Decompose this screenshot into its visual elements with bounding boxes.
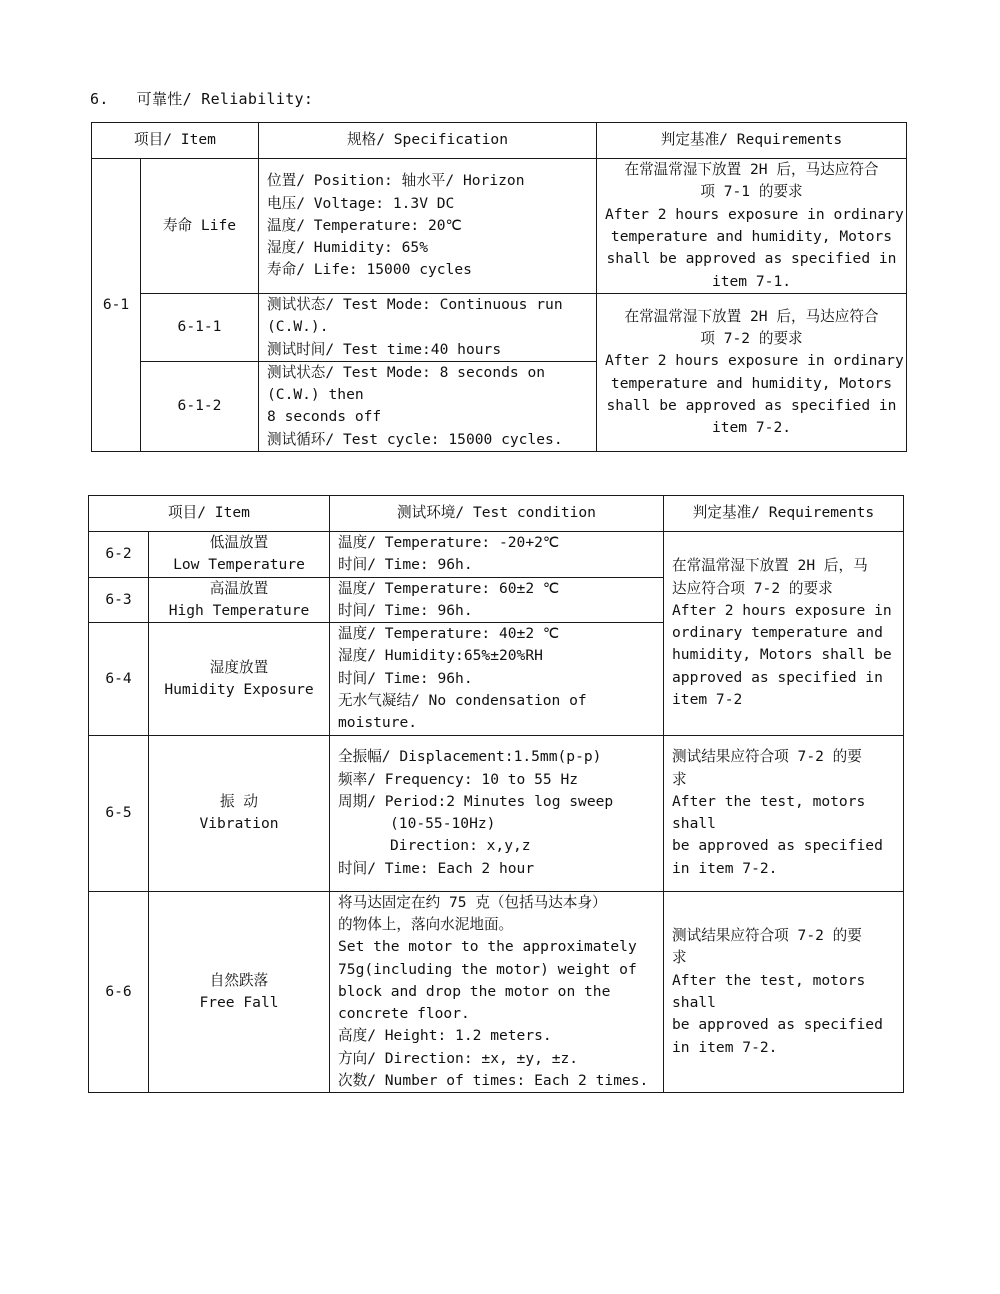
item-id: 6-1-1 [141, 294, 259, 362]
condition-line: Direction: x,y,z [390, 837, 531, 855]
item-name-cn: 湿度放置 [209, 658, 269, 676]
req-line: After 2 hours exposure in [672, 601, 892, 619]
item-name-en: Low Temperature [173, 556, 305, 574]
condition-line: 时间/ Time: 96h. [338, 556, 473, 574]
req-line: be approved as specified [672, 837, 883, 855]
item-name-en: Vibration [199, 815, 279, 833]
table-row [92, 159, 907, 294]
req-line: After 2 hours exposure in ordinary [605, 352, 904, 370]
section-title: 可靠性/ Reliability: [136, 90, 314, 108]
req-line: approved as specified in [672, 668, 883, 686]
req-line: After 2 hours exposure in ordinary [605, 205, 904, 223]
header-specification: 规格/ Specification [259, 123, 597, 159]
header-requirements: 判定基准/ Requirements [597, 123, 907, 159]
req-line: in item 7-2. [672, 859, 778, 877]
requirement-cell [664, 532, 904, 736]
condition-line: (10-55-10Hz) [390, 815, 496, 833]
requirement-cell [597, 159, 907, 294]
req-line: 达应符合项 7-2 的要求 [672, 579, 833, 597]
req-line: After the test, motors [672, 792, 866, 810]
condition-line: 周期/ Period:2 Minutes log sweep [338, 792, 614, 810]
header-item: 项目/ Item [92, 123, 259, 159]
req-line: temperature and humidity, Motors [610, 374, 893, 392]
spec-line: 湿度/ Humidity: 65% [267, 239, 428, 257]
condition-line: 方向/ Direction: ±x, ±y, ±z. [338, 1049, 579, 1067]
condition-line: Set the motor to the approximately [338, 938, 637, 956]
spec-line: 测试时间/ Test time:40 hours [267, 340, 502, 358]
section-heading [90, 88, 313, 109]
condition-line: concrete floor. [338, 1005, 470, 1023]
req-line: shall [672, 994, 716, 1011]
req-line: be approved as specified [672, 1016, 883, 1034]
item-name [149, 532, 330, 578]
header-test-condition: 测试环境/ Test condition [330, 496, 664, 532]
condition-line: 时间/ Time: Each 2 hour [338, 859, 535, 877]
req-line: 项 7-2 的要求 [700, 329, 803, 347]
table-row [89, 891, 904, 1093]
condition-line: block and drop the motor on the [338, 982, 611, 1000]
condition-line: 全振幅/ Displacement:1.5mm(p-p) [338, 748, 602, 766]
condition-line: 频率/ Frequency: 10 to 55 Hz [338, 770, 579, 788]
spec-line: 寿命/ Life: 15000 cycles [267, 261, 472, 279]
condition-line: moisture. [338, 714, 418, 732]
req-line: 测试结果应符合项 7-2 的要 [672, 748, 862, 766]
req-line: 在常温常湿下放置 2H 后，马达应符合 [624, 307, 879, 325]
condition-line: 温度/ Temperature: -20+2℃ [338, 534, 560, 551]
spec-line: 测试状态/ Test Mode: 8 seconds on [267, 363, 546, 381]
spec-line: 测试状态/ Test Mode: Continuous run [267, 296, 563, 313]
condition-line: 高度/ Height: 1.2 meters. [338, 1027, 552, 1045]
requirement-cell [597, 294, 907, 452]
condition-line: 温度/ Temperature: 60±2 ℃ [338, 579, 560, 597]
spec-cell [259, 294, 597, 362]
req-line: 测试结果应符合项 7-2 的要 [672, 927, 862, 945]
condition-cell [330, 735, 664, 891]
item-id: 6-6 [89, 891, 149, 1093]
requirement-cell [664, 735, 904, 891]
condition-line: 时间/ Time: 96h. [338, 601, 473, 619]
table-header-row [89, 496, 904, 532]
item-name-cn: 自然跌落 [209, 971, 269, 989]
spec-line: (C.W.) then [267, 386, 364, 404]
table-row [92, 294, 907, 362]
req-line: shall be approved as specified in [606, 250, 897, 268]
req-line: ordinary temperature and [672, 624, 883, 642]
item-id: 6-3 [89, 577, 149, 623]
environment-test-table [88, 495, 904, 1093]
condition-line: 次数/ Number of times: Each 2 times. [338, 1072, 649, 1090]
spec-line: 测试循环/ Test cycle: 15000 cycles. [267, 430, 563, 448]
condition-cell [330, 532, 664, 578]
req-line: 在常温常湿下放置 2H 后，马达应符合 [624, 161, 879, 179]
req-line: After the test, motors [672, 971, 866, 989]
condition-line: 无水气凝结/ No condensation of [338, 692, 587, 710]
req-line: item 7-1. [711, 272, 792, 290]
table-row [89, 532, 904, 578]
condition-cell [330, 623, 664, 735]
item-name [149, 891, 330, 1093]
item-name [149, 623, 330, 735]
req-line: 求 [672, 949, 687, 967]
section-number: 6. [90, 90, 109, 108]
item-id: 6-1-2 [141, 361, 259, 451]
item-name: 寿命 Life [141, 159, 259, 294]
condition-line: 湿度/ Humidity:65%±20%RH [338, 647, 543, 665]
req-line: 在常温常湿下放置 2H 后，马 [672, 557, 868, 575]
reliability-life-table [91, 122, 907, 452]
item-name-cn: 振 动 [220, 792, 258, 810]
header-item: 项目/ Item [89, 496, 330, 532]
req-line: 项 7-1 的要求 [700, 183, 803, 201]
table-row [89, 735, 904, 891]
spec-line: 温度/ Temperature: 20℃ [267, 216, 462, 234]
item-name [149, 577, 330, 623]
item-name [149, 735, 330, 891]
item-name-en: Humidity Exposure [164, 680, 314, 698]
item-id: 6-1 [92, 159, 141, 452]
condition-line: 将马达固定在约 75 克（包括马达本身） [338, 893, 607, 911]
req-line: in item 7-2. [672, 1038, 778, 1056]
item-name-cn: 高温放置 [209, 579, 269, 597]
spec-line: (C.W.). [267, 318, 329, 336]
table-header-row [92, 123, 907, 159]
req-line: item 7-2. [711, 419, 792, 437]
condition-line: 时间/ Time: 96h. [338, 669, 473, 687]
item-id: 6-4 [89, 623, 149, 735]
req-line: shall be approved as specified in [606, 396, 897, 414]
req-line: temperature and humidity, Motors [610, 228, 893, 245]
req-line: humidity, Motors shall be [672, 646, 892, 664]
req-line: item 7-2 [672, 691, 743, 709]
requirement-cell [664, 891, 904, 1093]
header-requirements: 判定基准/ Requirements [664, 496, 904, 532]
spec-cell [259, 361, 597, 451]
spec-line: 8 seconds off [267, 408, 382, 426]
condition-line: 75g(including the motor) weight of [338, 960, 637, 978]
req-line: shall [672, 815, 716, 833]
condition-line: 温度/ Temperature: 40±2 ℃ [338, 625, 560, 643]
req-line: 求 [672, 770, 687, 788]
spec-line: 电压/ Voltage: 1.3V DC [267, 194, 455, 212]
item-name-en: High Temperature [168, 601, 310, 619]
spec-cell [259, 159, 597, 294]
condition-cell [330, 577, 664, 623]
item-name-cn: 低温放置 [209, 534, 269, 551]
condition-cell [330, 891, 664, 1093]
item-name-en: Free Fall [199, 994, 279, 1011]
item-id: 6-2 [89, 532, 149, 578]
spec-line: 位置/ Position: 轴水平/ Horizon [267, 172, 525, 190]
condition-line: 的物体上，落向水泥地面。 [338, 915, 514, 933]
item-id: 6-5 [89, 735, 149, 891]
